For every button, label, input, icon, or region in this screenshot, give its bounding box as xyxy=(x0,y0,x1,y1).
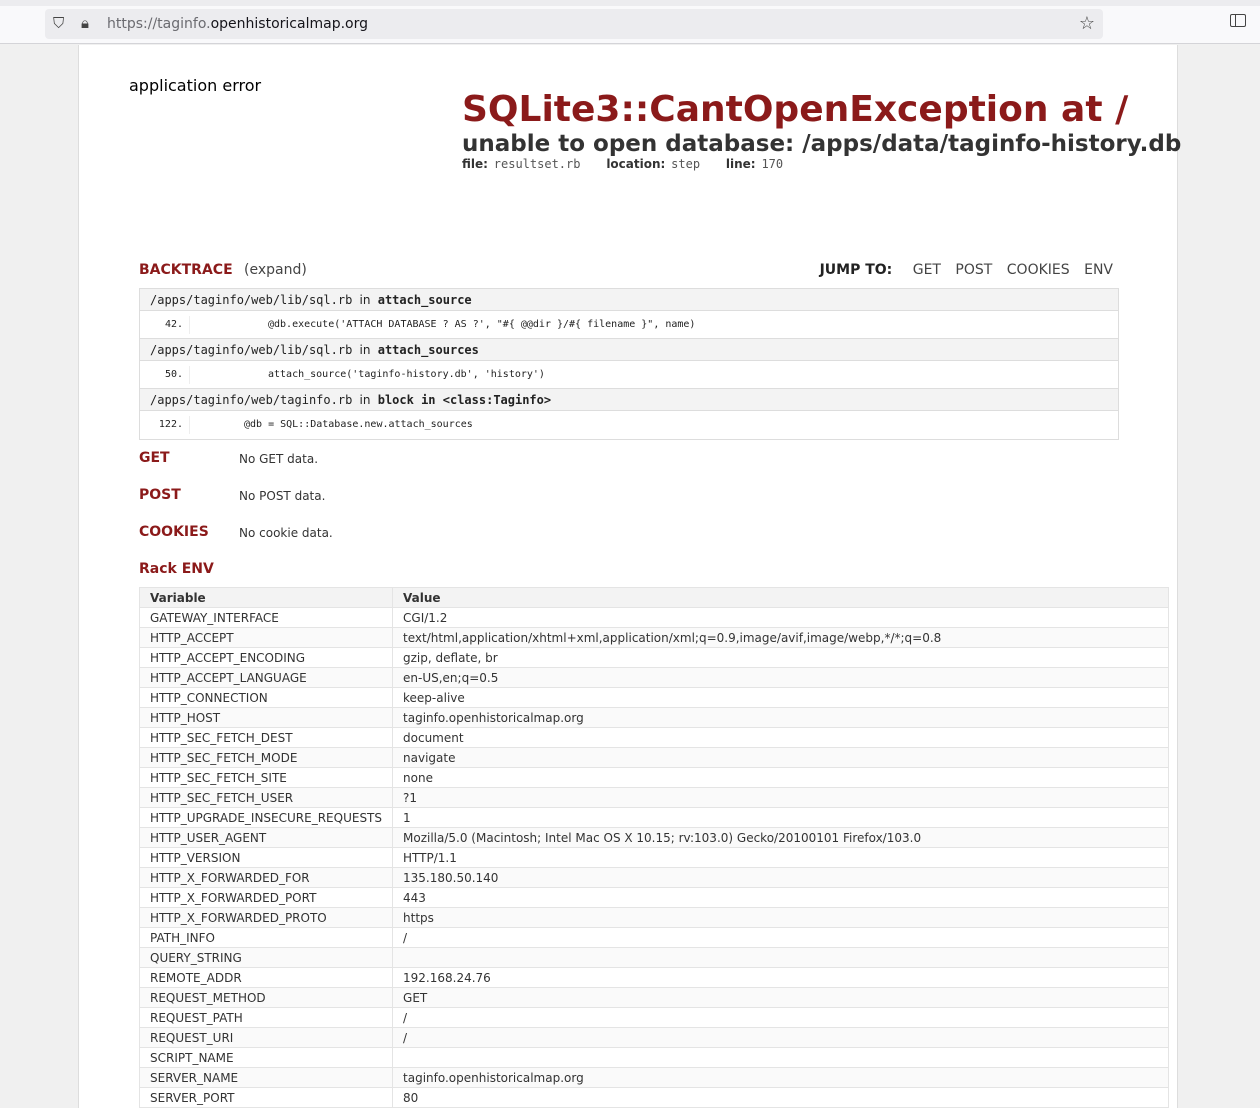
env-value: 443 xyxy=(393,888,1169,908)
table-row xyxy=(140,768,1169,788)
env-variable: HTTP_UPGRADE_INSECURE_REQUESTS xyxy=(140,808,393,828)
jump-get-link[interactable]: GET xyxy=(912,262,941,278)
get-heading: GET xyxy=(139,450,170,466)
env-variable: HTTP_SEC_FETCH_MODE xyxy=(140,748,393,768)
line-value: 170 xyxy=(761,157,784,171)
file-label: file: xyxy=(462,157,488,171)
tab-strip xyxy=(0,0,1260,6)
post-text: No POST data. xyxy=(239,489,326,503)
rack-env-heading: Rack ENV xyxy=(139,561,214,577)
url-prefix: https://taginfo. xyxy=(107,16,211,32)
frame-header[interactable] xyxy=(140,339,1118,361)
table-row xyxy=(140,868,1169,888)
table-row xyxy=(140,948,1169,968)
error-page xyxy=(78,45,1182,1108)
env-value: 135.180.50.140 xyxy=(393,868,1169,888)
env-variable: HTTP_X_FORWARDED_FOR xyxy=(140,868,393,888)
bookmark-star-icon[interactable]: ☆ xyxy=(1078,13,1095,34)
table-row xyxy=(140,1008,1169,1028)
lock-icon[interactable]: 🔒︎ xyxy=(81,14,89,32)
env-variable: SERVER_PORT xyxy=(140,1088,393,1108)
table-row xyxy=(140,848,1169,868)
location-value: step xyxy=(671,157,701,171)
app-error-label: application error xyxy=(129,76,262,95)
env-variable: REMOTE_ADDR xyxy=(140,968,393,988)
backtrace-list xyxy=(139,288,1119,440)
address-bar[interactable] xyxy=(45,9,1103,39)
env-variable: SERVER_NAME xyxy=(140,1068,393,1088)
env-value: gzip, deflate, br xyxy=(393,648,1169,668)
backtrace-heading: BACKTRACE xyxy=(139,262,233,278)
error-meta xyxy=(462,157,805,171)
table-row xyxy=(140,708,1169,728)
frame-file: /apps/taginfo/web/taginfo.rb xyxy=(150,393,353,407)
table-row xyxy=(140,988,1169,1008)
env-variable: HTTP_X_FORWARDED_PROTO xyxy=(140,908,393,928)
env-variable: SCRIPT_NAME xyxy=(140,1048,393,1068)
env-variable: HTTP_SEC_FETCH_SITE xyxy=(140,768,393,788)
table-row xyxy=(140,828,1169,848)
env-variable: HTTP_ACCEPT_LANGUAGE xyxy=(140,668,393,688)
post-heading: POST xyxy=(139,487,181,503)
shield-icon[interactable]: ⛉ xyxy=(53,14,65,32)
table-row xyxy=(140,668,1169,688)
env-value: 80 xyxy=(393,1088,1169,1108)
frame-code xyxy=(140,311,1118,339)
table-row xyxy=(140,1068,1169,1088)
jump-post-link[interactable]: POST xyxy=(955,262,993,278)
jump-to-nav xyxy=(820,262,1113,278)
line-number: 42. xyxy=(140,316,190,334)
env-value: / xyxy=(393,1008,1169,1028)
frame-file: /apps/taginfo/web/lib/sql.rb xyxy=(150,343,353,357)
table-row xyxy=(140,688,1169,708)
frame-in: in xyxy=(359,293,371,307)
env-table xyxy=(139,587,1169,1108)
table-row xyxy=(140,1028,1169,1048)
frame-in: in xyxy=(359,343,371,357)
env-value: / xyxy=(393,1028,1169,1048)
cookies-heading: COOKIES xyxy=(139,524,209,540)
line-label: line: xyxy=(725,157,756,171)
table-row xyxy=(140,808,1169,828)
env-value: / xyxy=(393,928,1169,948)
sidebar-icon[interactable] xyxy=(1230,14,1246,27)
env-value: 192.168.24.76 xyxy=(393,968,1169,988)
jump-to-label: JUMP TO: xyxy=(819,262,893,278)
env-value: navigate xyxy=(393,748,1169,768)
cookies-text: No cookie data. xyxy=(239,526,333,540)
env-variable: HTTP_SEC_FETCH_DEST xyxy=(140,728,393,748)
url-text[interactable] xyxy=(107,16,368,32)
frame-method: attach_sources xyxy=(377,343,479,357)
table-row xyxy=(140,1088,1169,1108)
env-value: HTTP/1.1 xyxy=(393,848,1169,868)
line-number: 50. xyxy=(140,366,190,384)
env-header-row xyxy=(140,588,1169,608)
env-value: none xyxy=(393,768,1169,788)
url-domain: openhistoricalmap.org xyxy=(210,16,368,32)
env-variable: GATEWAY_INTERFACE xyxy=(140,608,393,628)
env-variable: HTTP_SEC_FETCH_USER xyxy=(140,788,393,808)
table-row xyxy=(140,748,1169,768)
env-value xyxy=(393,948,1169,968)
jump-env-link[interactable]: ENV xyxy=(1084,262,1113,278)
frame-header[interactable] xyxy=(140,389,1118,411)
env-variable: REQUEST_PATH xyxy=(140,1008,393,1028)
column-header-value: Value xyxy=(393,588,1169,608)
table-row xyxy=(140,888,1169,908)
env-variable: PATH_INFO xyxy=(140,928,393,948)
env-value: text/html,application/xhtml+xml,application/xml;q=0.9,image/avif,image/webp,*/*;q=0.8 xyxy=(393,628,1169,648)
frame-header[interactable] xyxy=(140,289,1118,311)
table-row xyxy=(140,968,1169,988)
env-value xyxy=(393,1048,1169,1068)
env-value: document xyxy=(393,728,1169,748)
env-variable: HTTP_CONNECTION xyxy=(140,688,393,708)
code-line: attach_source('taginfo-history.db', 'history') xyxy=(268,369,545,380)
env-variable: REQUEST_URI xyxy=(140,1028,393,1048)
env-value: en-US,en;q=0.5 xyxy=(393,668,1169,688)
env-value: 1 xyxy=(393,808,1169,828)
frame-code xyxy=(140,411,1118,439)
env-variable: HTTP_X_FORWARDED_PORT xyxy=(140,888,393,908)
line-number: 122. xyxy=(140,416,190,434)
frame-code xyxy=(140,361,1118,389)
table-row xyxy=(140,788,1169,808)
code-line: @db.execute('ATTACH DATABASE ? AS ?', "#{ @@dir }/#{ filename }", name) xyxy=(268,319,696,330)
frame-in: in xyxy=(359,393,371,407)
table-row xyxy=(140,728,1169,748)
env-variable: HTTP_HOST xyxy=(140,708,393,728)
frame-method: block in <class:Taginfo> xyxy=(377,393,552,407)
file-value: resultset.rb xyxy=(493,157,581,171)
browser-toolbar xyxy=(0,0,1260,44)
expand-link[interactable]: (expand) xyxy=(244,262,307,278)
env-value: https xyxy=(393,908,1169,928)
env-value: taginfo.openhistoricalmap.org xyxy=(393,1068,1169,1088)
table-row xyxy=(140,648,1169,668)
jump-cookies-link[interactable]: COOKIES xyxy=(1006,262,1070,278)
code-line: @db = SQL::Database.new.attach_sources xyxy=(244,419,473,430)
frame-method: attach_source xyxy=(377,293,472,307)
env-value: ?1 xyxy=(393,788,1169,808)
env-value: taginfo.openhistoricalmap.org xyxy=(393,708,1169,728)
env-variable: HTTP_VERSION xyxy=(140,848,393,868)
get-text: No GET data. xyxy=(239,452,319,466)
env-variable: REQUEST_METHOD xyxy=(140,988,393,1008)
env-variable: QUERY_STRING xyxy=(140,948,393,968)
env-variable: HTTP_USER_AGENT xyxy=(140,828,393,848)
table-row xyxy=(140,908,1169,928)
table-row xyxy=(140,628,1169,648)
table-row xyxy=(140,1048,1169,1068)
env-variable: HTTP_ACCEPT_ENCODING xyxy=(140,648,393,668)
location-label: location: xyxy=(606,157,666,171)
env-value: Mozilla/5.0 (Macintosh; Intel Mac OS X 10.15; rv:103.0) Gecko/20100101 Firefox/103.0 xyxy=(393,828,1169,848)
error-title: SQLite3::CantOpenException at / xyxy=(462,89,1129,130)
table-row xyxy=(140,608,1169,628)
env-variable: HTTP_ACCEPT xyxy=(140,628,393,648)
env-value: GET xyxy=(393,988,1169,1008)
env-value: keep-alive xyxy=(393,688,1169,708)
column-header-variable: Variable xyxy=(140,588,393,608)
env-value: CGI/1.2 xyxy=(393,608,1169,628)
error-message: unable to open database: /apps/data/taginfo-history.db xyxy=(462,131,1182,157)
table-row xyxy=(140,928,1169,948)
frame-file: /apps/taginfo/web/lib/sql.rb xyxy=(150,293,353,307)
